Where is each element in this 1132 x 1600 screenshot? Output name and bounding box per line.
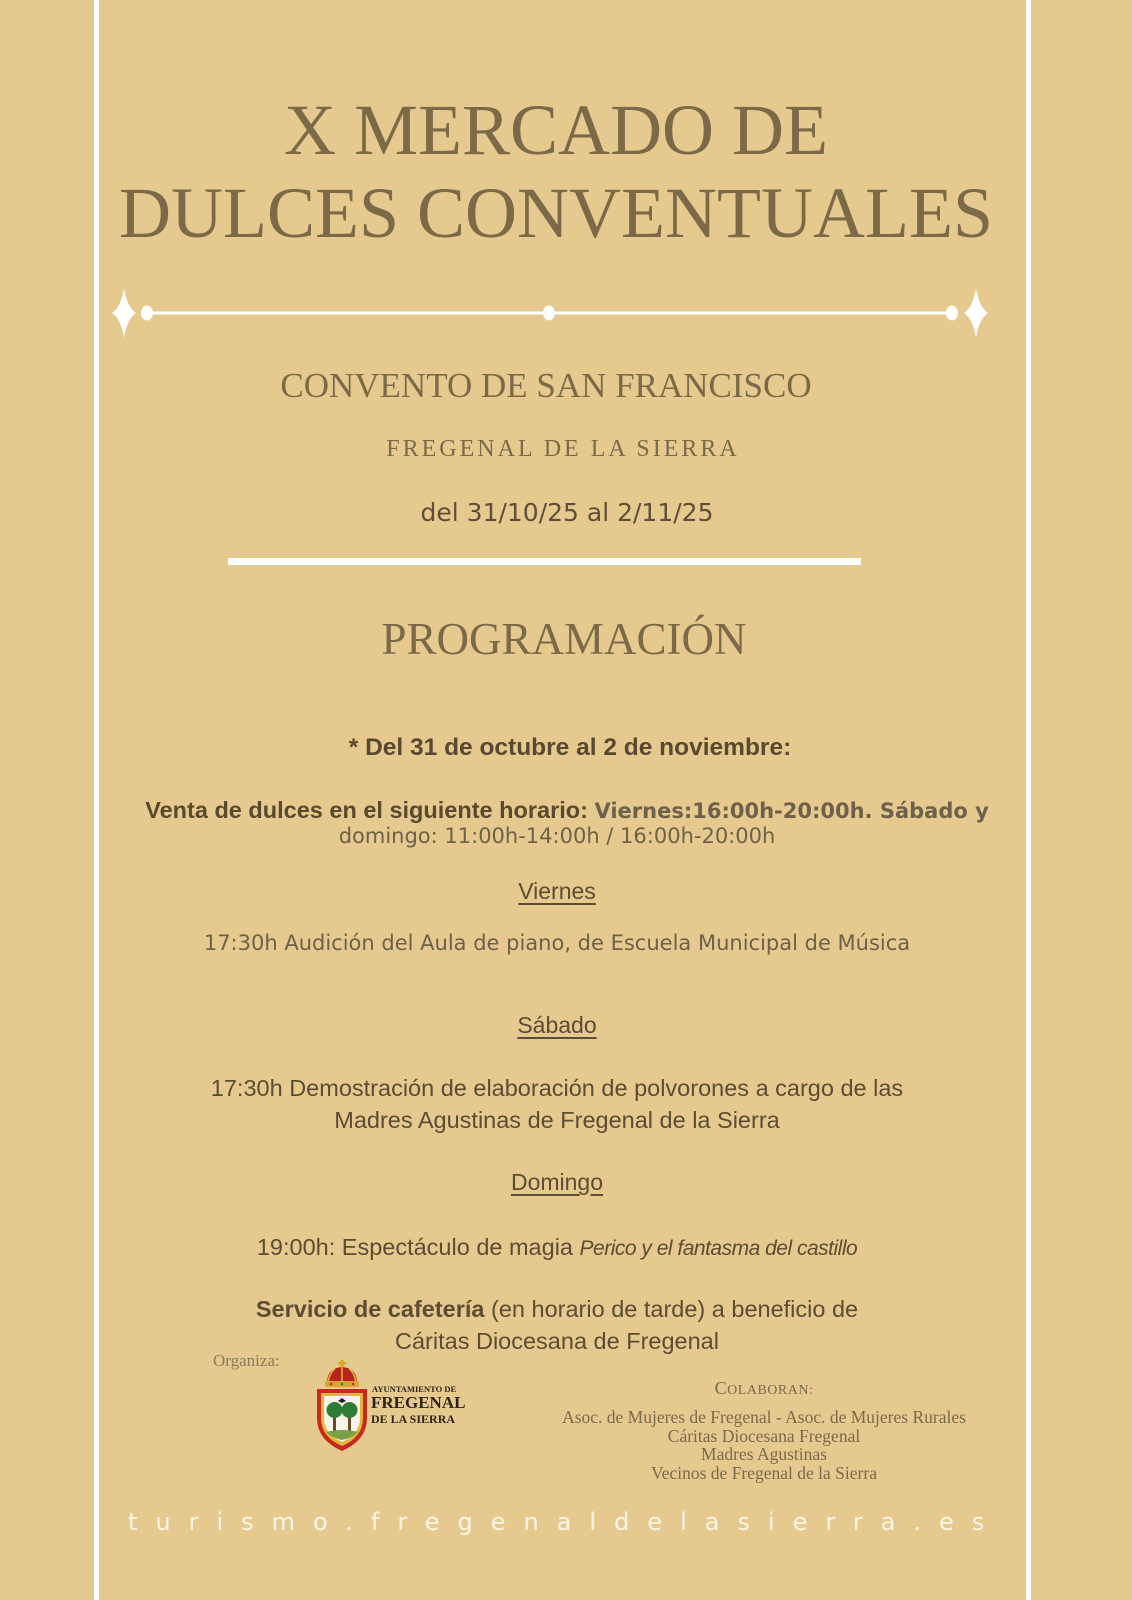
day-heading-saturday: Sábado [517,1012,597,1038]
cafeteria-line-1 [57,1298,1057,1322]
coat-of-arms-icon [312,1360,372,1452]
program-heading: PROGRAMACIÓN [381,614,747,664]
crown [325,1360,359,1387]
friday-event: 17:30h Audición del Aula de piano, de Escuela Municipal de Música [203,931,911,955]
day-saturday [57,1014,1057,1037]
title-line-1: X MERCADO DE [283,90,828,170]
ornament-diamond-left [112,288,136,338]
footer-url: turismo.fregenaldelasierra.es [128,1508,1003,1536]
sunday-event [57,1236,1057,1260]
saturday-event-line-1: 17:30h Demostración de elaboración de polvorones a cargo de las [210,1075,904,1101]
sales-hours-line-2: domingo: 11:00h-14:00h / 16:00h-20:00h [338,824,776,848]
ornament-oval-center [543,306,555,321]
shield [317,1389,367,1451]
ornament-divider [0,280,1132,350]
organizer-label: Organiza: [213,1351,280,1370]
ornament-oval-right [946,306,958,321]
collaborators-list [534,1408,994,1482]
venue: CONVENTO DE SAN FRANCISCO [280,366,812,405]
cafeteria-bold: Servicio de cafetería [255,1296,485,1322]
logo-line-2: FREGENAL [371,1393,466,1412]
section-divider-bar [228,558,861,565]
day-sunday [57,1171,1057,1194]
collaborator-item: Asoc. de Mujeres de Fregenal - Asoc. de Mujeres Rurales [562,1407,966,1427]
logo-line-1: AYUNTAMIENTO DE [372,1384,457,1394]
collaborator-item: Vecinos de Fregenal de la Sierra [651,1462,877,1483]
day-friday [57,880,1057,903]
sales-label: Venta de dulces en el siguiente horario: [145,797,588,823]
cafeteria-line-2: Cáritas Diocesana de Fregenal [395,1328,719,1354]
logo-line-3: DE LA SIERRA [371,1412,456,1426]
collaborator-item: Madres Agustinas [701,1444,827,1464]
sunday-event-prefix: 19:00h: Espectáculo de magia [256,1234,573,1260]
event-dates: del 31/10/25 al 2/11/25 [420,498,714,527]
town: FREGENAL DE LA SIERRA [386,436,740,462]
ornament-oval-left [141,306,153,321]
program-period: * Del 31 de octubre al 2 de noviembre: [348,734,792,761]
collaborators-label: COLABORAN: [714,1378,814,1398]
collaborator-item: Cáritas Diocesana Fregenal [667,1425,861,1446]
ornament-diamond-right [964,288,988,338]
title-line-2: DULCES CONVENTUALES [119,173,993,253]
day-heading-sunday: Domingo [510,1169,604,1195]
sunday-event-title: Perico y el fantasma del castillo [579,1237,858,1260]
sales-hours-part-1: Viernes:16:00h-20:00h. Sábado y [594,799,989,823]
sales-hours-line-1 [67,799,1067,823]
cafeteria-rest: (en horario de tarde) a beneficio de [491,1296,859,1322]
saturday-event-line-2: Madres Agustinas de Fregenal de la Sierra [334,1107,780,1133]
day-heading-friday: Viernes [518,878,596,904]
